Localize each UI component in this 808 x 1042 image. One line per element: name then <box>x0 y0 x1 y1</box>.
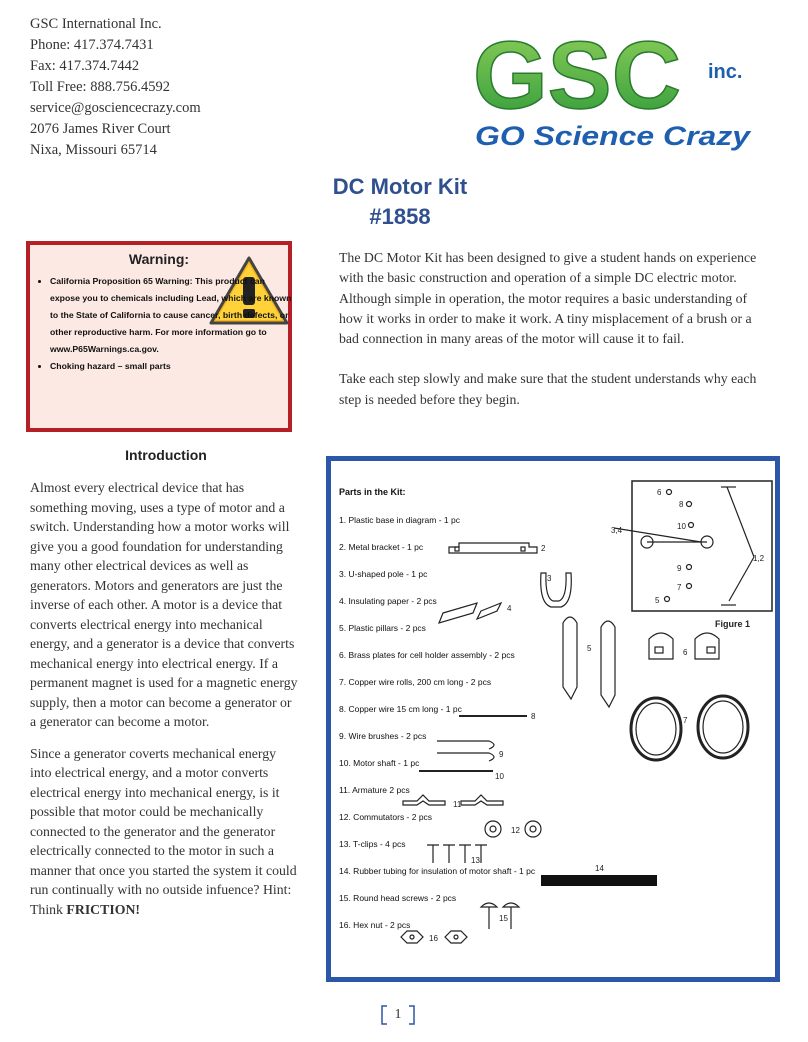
fax-number: Fax: 417.374.7442 <box>30 58 140 74</box>
part-item: 6. Brass plates for cell holder assembly - 2 pcs <box>339 650 515 660</box>
parts-list <box>339 487 535 939</box>
phone-number: Phone: 417.374.7431 <box>30 37 154 53</box>
page-number <box>380 1004 416 1026</box>
title-line-1: DC Motor Kit <box>332 174 468 199</box>
introduction-body <box>30 478 298 931</box>
intro-paragraph-1: Almost every electrical device that has something moving, uses a type of motor and a switch. Understanding how a motor works will give you a good foundation for understanding many other electrical devices as well as generators. Motors and generators are just the inverse of each other. A motor is a device that converts electrical energy into mechanical energy, and a generator is a device that converts mechanical energy into electrical energy. If a permanent magnet is used for a magnetic energy supply, then a motor can become a generator or a generator can become a motor. <box>30 480 298 729</box>
callout-number: 15 <box>499 914 508 923</box>
part-item: 4. Insulating paper - 2 pcs <box>339 596 437 606</box>
email-address: service@gosciencecrazy.com <box>30 100 201 116</box>
toll-free-number: Toll Free: 888.756.4592 <box>30 79 170 95</box>
figure-1-label: Figure 1 <box>715 619 751 629</box>
part-item: 7. Copper wire rolls, 200 cm long - 2 pcs <box>339 677 492 687</box>
company-name: GSC International Inc. <box>30 16 162 32</box>
warning-heading: Warning: <box>128 251 190 267</box>
page-number-text: 1 <box>394 1007 402 1022</box>
parts-figure <box>326 456 780 982</box>
callout-number: 13 <box>471 856 480 865</box>
callout-number: 16 <box>429 934 438 943</box>
fig-number: 7 <box>677 583 682 592</box>
callout-number: 6 <box>683 648 688 657</box>
city-state-zip: Nixa, Missouri 65714 <box>30 142 157 158</box>
gsc-logo <box>465 22 765 162</box>
brass-plates-drawing <box>649 633 719 659</box>
contact-block <box>30 14 201 161</box>
fig-number: 10 <box>677 522 686 531</box>
copper-wire-rolls-drawing <box>631 696 748 760</box>
warning-box <box>26 241 292 432</box>
part-item: 3. U-shaped pole - 1 pc <box>339 569 428 579</box>
part-item: 14. Rubber tubing for insulation of motor shaft - 1 pc <box>339 866 536 876</box>
street-address: 2076 James River Court <box>30 121 171 137</box>
fig-number: 1,2 <box>753 554 765 563</box>
callout-number: 14 <box>595 864 604 873</box>
rubber-tubing-drawing <box>541 875 657 886</box>
part-item: 13. T-clips - 4 pcs <box>339 839 406 849</box>
part-item: 11. Armature 2 pcs <box>339 785 410 795</box>
callout-number: 8 <box>531 712 536 721</box>
callout-number: 3 <box>547 574 552 583</box>
title-line-2: #1858 <box>369 204 431 229</box>
logo-tagline: GO Science Crazy <box>475 121 753 151</box>
part-item: 9. Wire brushes - 2 pcs <box>339 731 427 741</box>
callout-number: 11 <box>453 800 462 809</box>
fig-number: 3,4 <box>611 526 623 535</box>
u-pole-drawing <box>541 573 572 607</box>
callout-number: 4 <box>507 604 512 613</box>
fig-number: 8 <box>679 500 684 509</box>
part-item: 2. Metal bracket - 1 pc <box>339 542 424 552</box>
part-item: 16. Hex nut - 2 pcs <box>339 920 411 930</box>
figure-1-base <box>614 481 772 611</box>
part-item: 10. Motor shaft - 1 pc <box>339 758 420 768</box>
description-body <box>339 248 771 430</box>
introduction-heading: Introduction <box>125 447 207 463</box>
part-item: 5. Plastic pillars - 2 pcs <box>339 623 426 633</box>
description-paragraph-2: Take each step slowly and make sure that the student understands why each step is needed before they begin. <box>339 371 757 407</box>
fig-number: 6 <box>657 488 662 497</box>
fig-number: 5 <box>655 596 660 605</box>
part-item: 15. Round head screws - 2 pcs <box>339 893 457 903</box>
callout-number: 5 <box>587 644 592 653</box>
callout-number: 10 <box>495 772 504 781</box>
warning-prop65: • California Proposition 65 Warning: This product can expose you to chemicals including Lead, which are known to the State of California to cause cancer, birth defects, or other reproductive harm. For more information go to www.P65Warnings.ca.gov. <box>50 273 294 358</box>
document-title <box>300 172 500 232</box>
callout-number: 9 <box>499 750 504 759</box>
part-item: 1. Plastic base in diagram - 1 pc <box>339 515 460 525</box>
part-item: 8. Copper wire 15 cm long - 1 pc <box>339 704 462 714</box>
callout-number: 12 <box>511 826 520 835</box>
intro-paragraph-2-text: Since a generator coverts mechanical energy into electrical energy, and a motor converts electrical energy into mechanical energy, is it possible that motor could be mechanically connected to the generator and the generator electrically connected to the motor in such a manner that once you started the system it could run continually with no outside infuence? Hint: Think <box>30 745 297 917</box>
plastic-pillars-drawing <box>563 617 615 707</box>
logo-suffix: inc. <box>708 61 743 83</box>
intro-friction: FRICTION! <box>66 901 141 917</box>
intro-paragraph-2 <box>30 744 298 920</box>
callout-number: 2 <box>541 544 546 553</box>
callout-number: 7 <box>683 716 688 725</box>
warning-choking: • Choking hazard – small parts <box>50 358 294 375</box>
fig-number: 9 <box>677 564 682 573</box>
description-paragraph-1: The DC Motor Kit has been designed to give a student hands on experience with the basic construction and operation of a simple DC electric motor. Although simple in operation, the motor requires a basic understanding of how it works in order to make it work. A tiny misplacement of a brush or a bad connection in many areas of the motor will cause it to fail. <box>339 250 757 347</box>
parts-heading: Parts in the Kit: <box>339 487 406 497</box>
part-item: 12. Commutators - 2 pcs <box>339 812 433 822</box>
logo-mark: GSC <box>473 22 682 129</box>
